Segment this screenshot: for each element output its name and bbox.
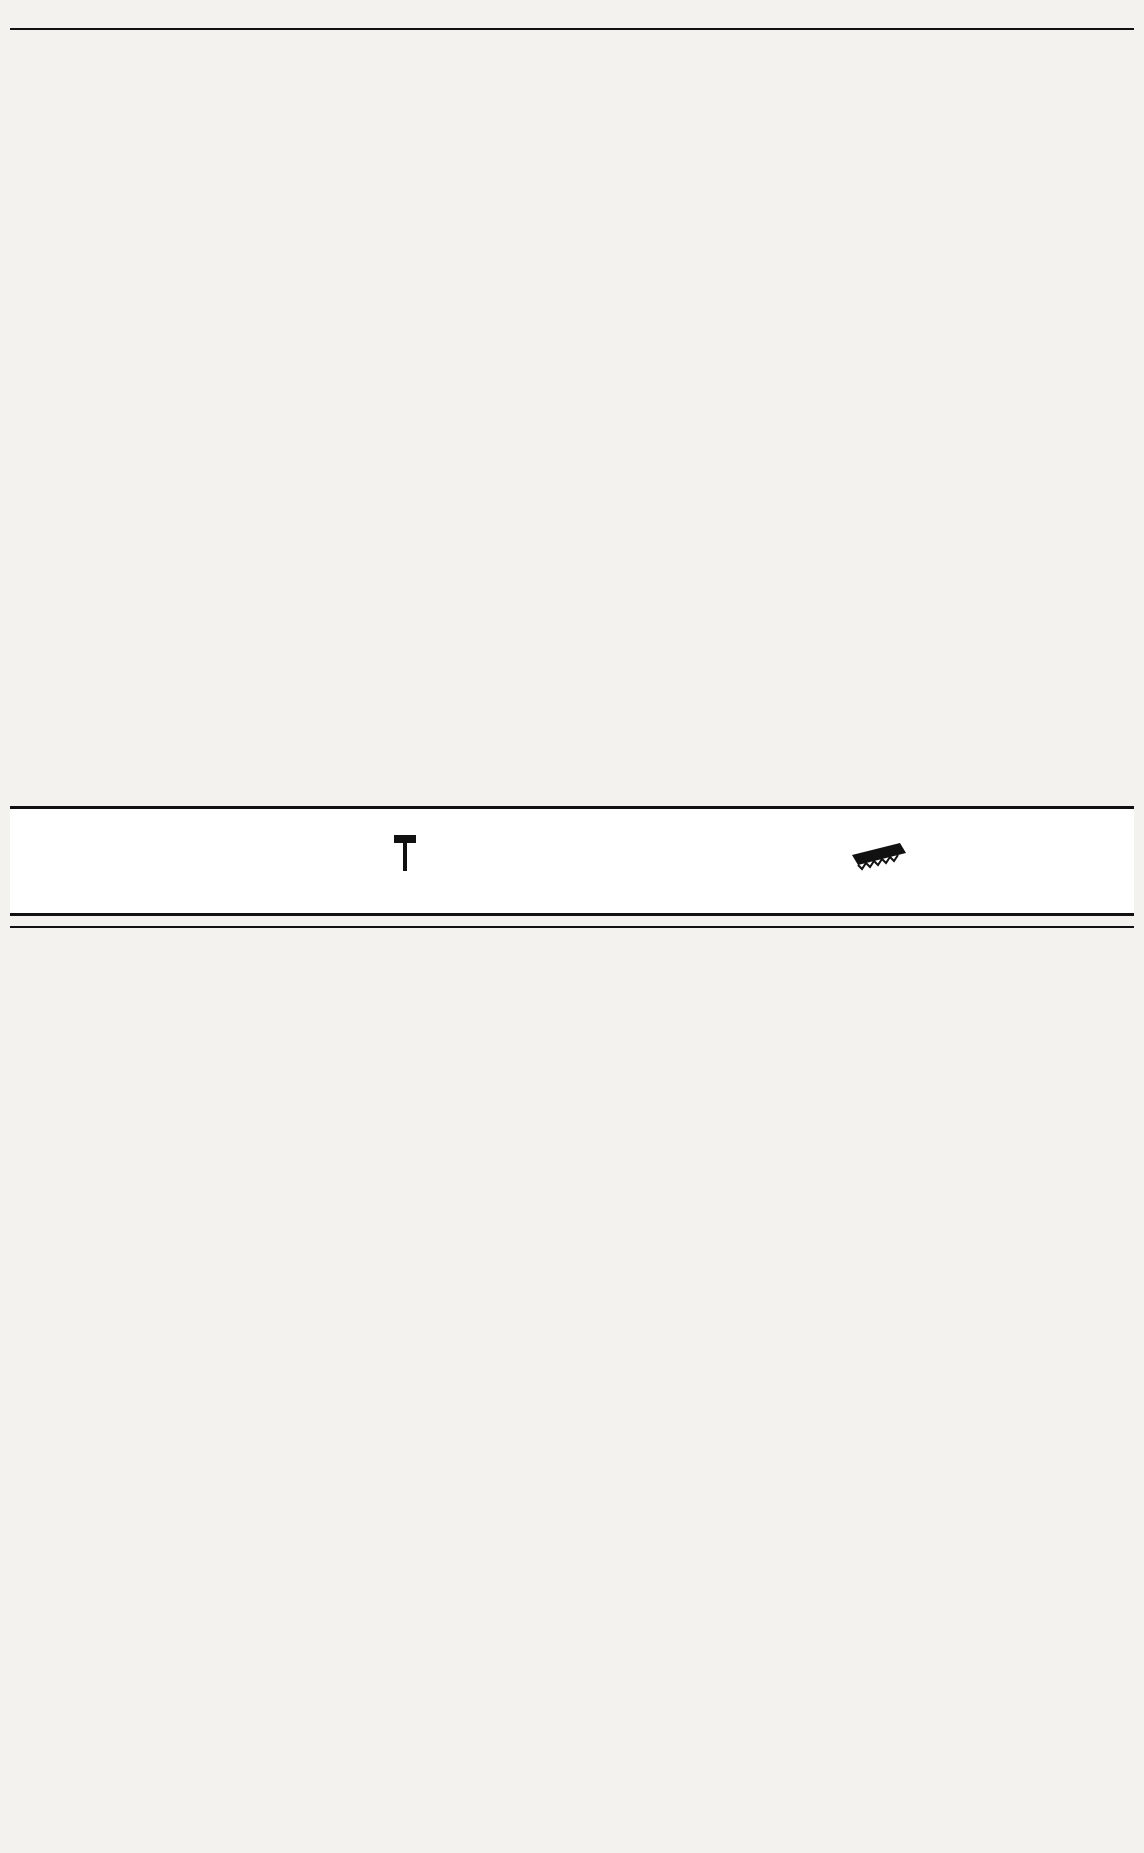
top-classifieds bbox=[10, 28, 1134, 798]
masthead bbox=[20, 8, 1124, 26]
service-guide-listings bbox=[10, 926, 1134, 1841]
hammer-icon bbox=[390, 833, 420, 873]
home-service-guide-banner bbox=[10, 806, 1134, 916]
saw-icon bbox=[850, 833, 910, 873]
